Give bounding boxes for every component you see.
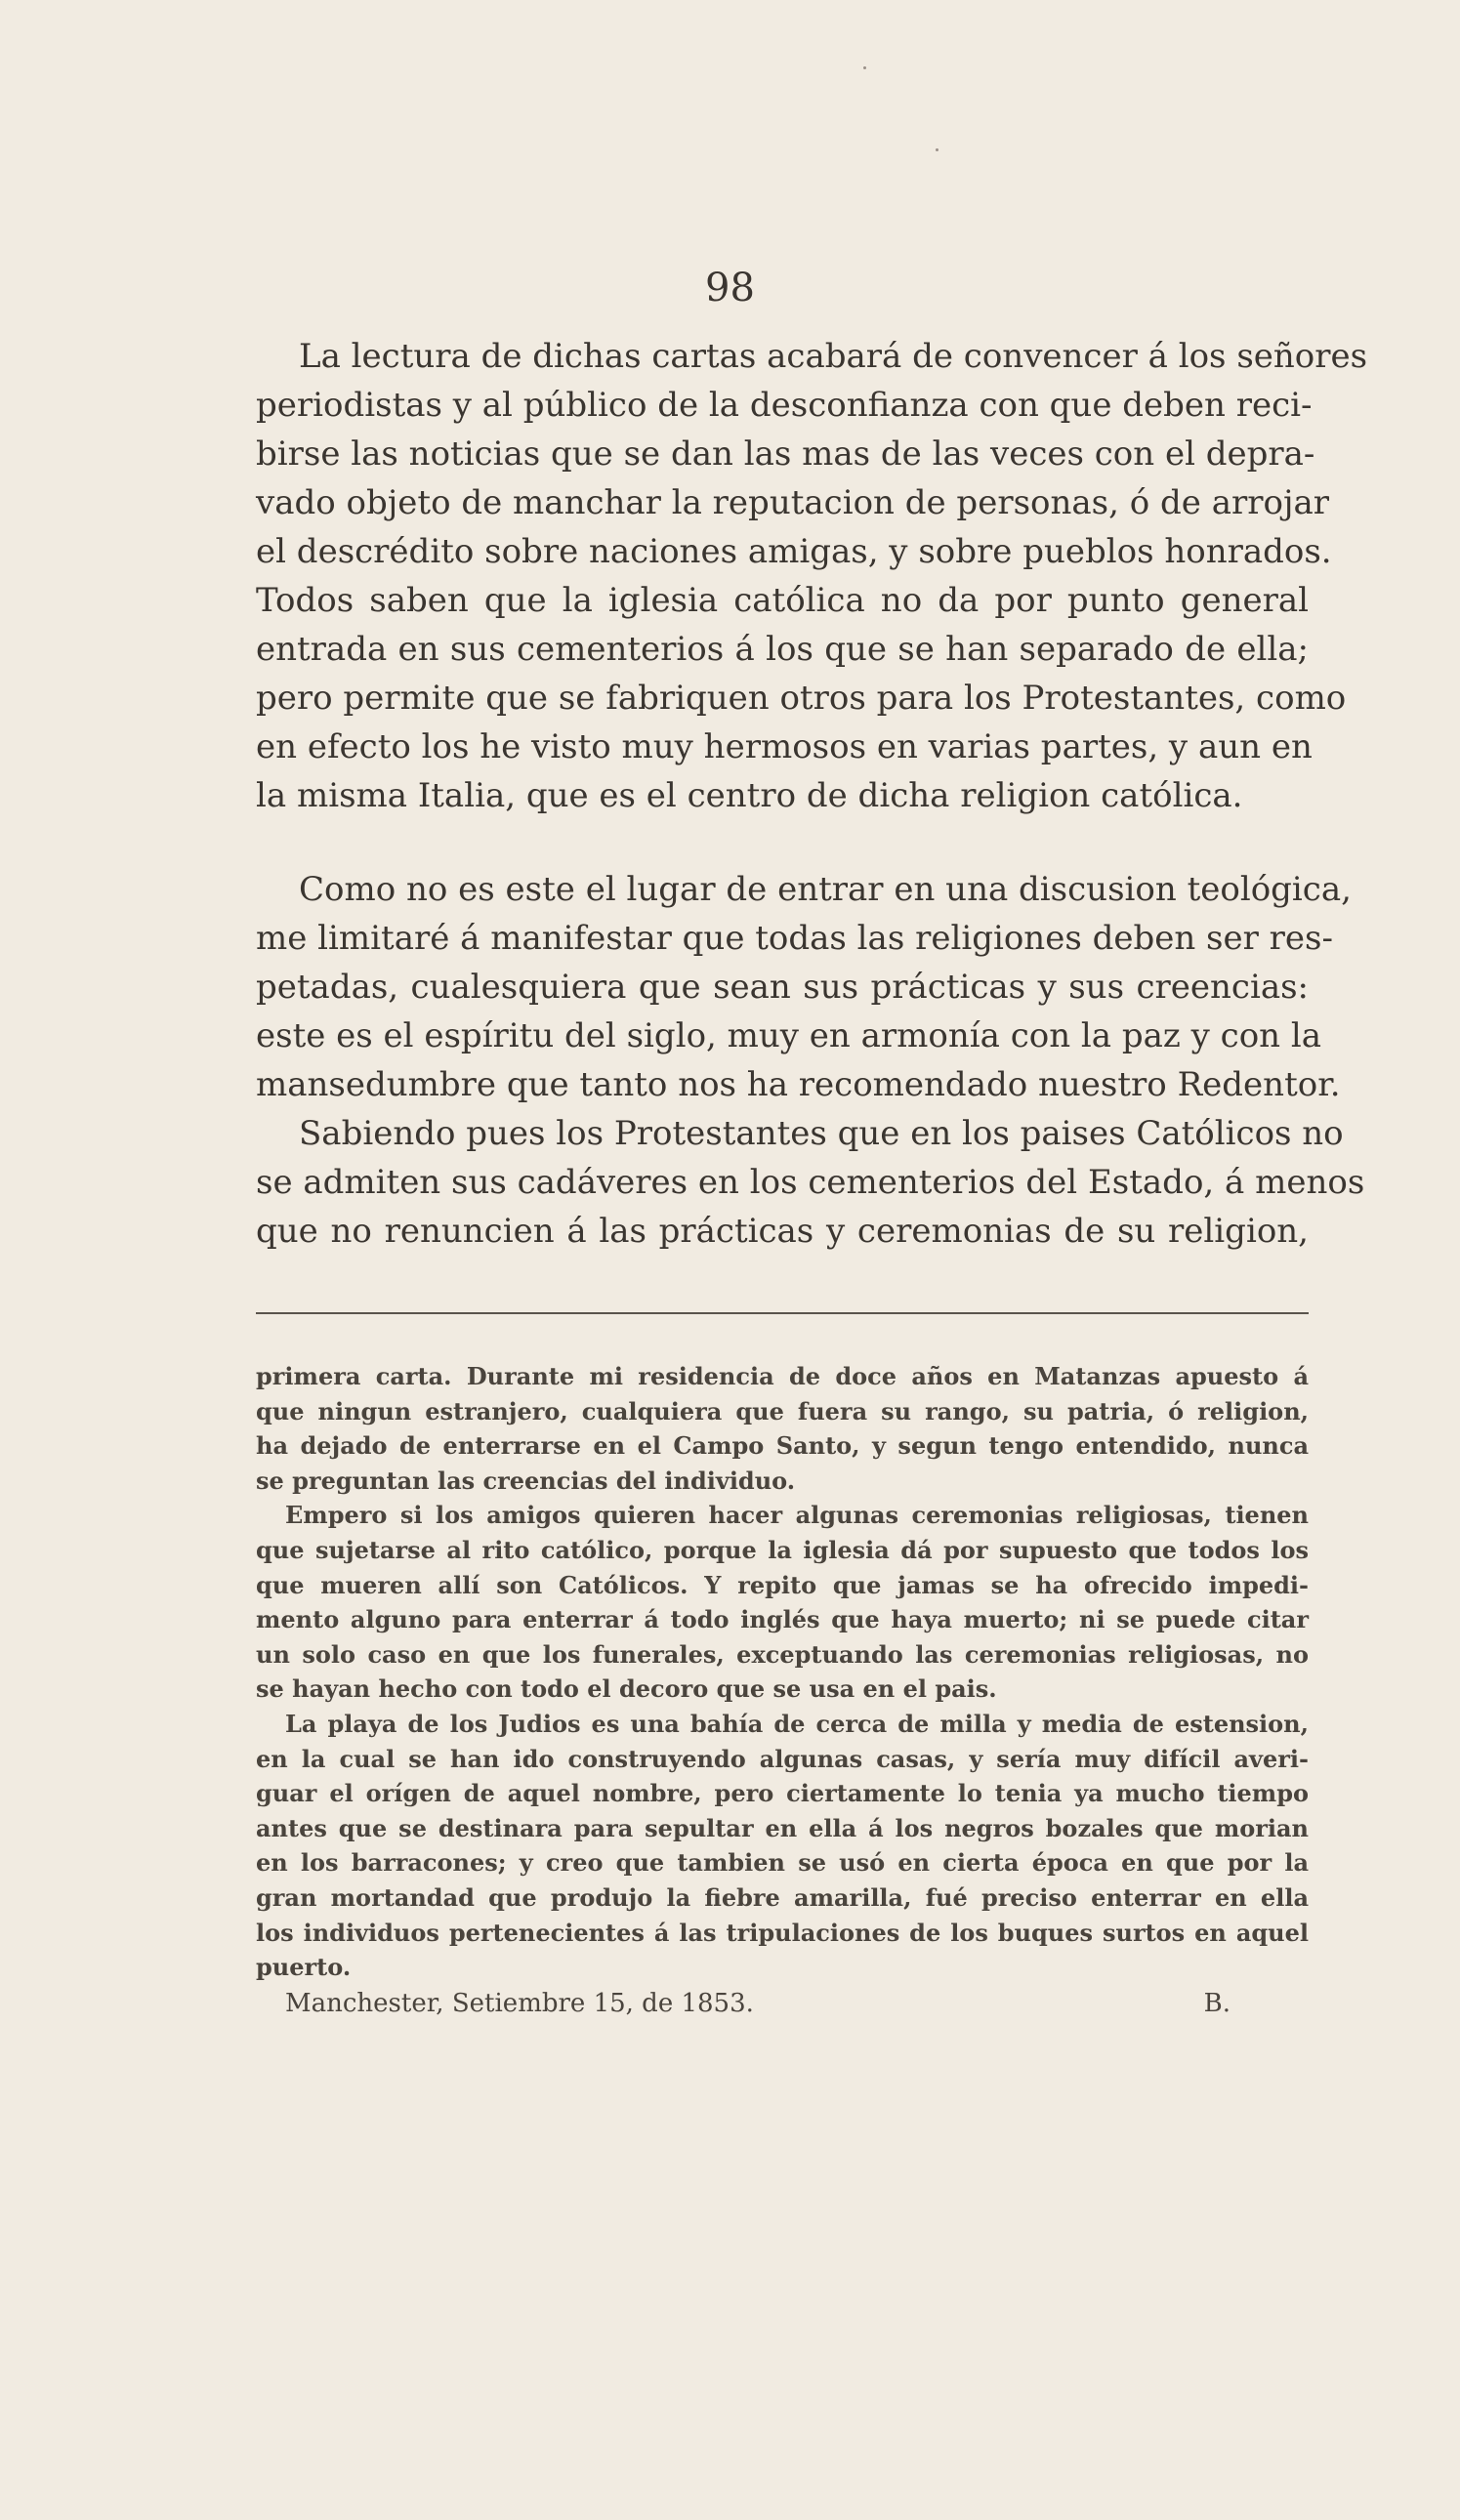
text-line: Sabiendo pues los Protestantes que en los paises Católicos no [299,1114,1344,1153]
text-line: se admiten sus cadáveres en los cementerios del Estado, á menos [256,1163,1365,1202]
footnote-line: antes que se destinara para sepultar en ella á los negros bozales que morian [256,1813,1309,1842]
ink-speck [863,66,866,69]
paragraph-3 [256,1109,1365,1256]
text-line: entrada en sus cementerios á los que se han separado de ella; [256,630,1309,669]
footnote-line: en los barracones; y creo que tambien se usó en cierta época en que por la [256,1848,1309,1878]
text-line: La lectura de dichas cartas acabará de convencer á los señores [299,337,1368,376]
footnote-line: los individuos pertenecientes á las tripulaciones de los buques surtos en aquel [256,1918,1309,1947]
signature-place-date: Manchester, Setiembre 15, de 1853. [285,1988,754,2018]
footnote-line: primera carta. Durante mi residencia de doce años en Matanzas apuesto á [256,1362,1309,1390]
footnote-line: Empero si los amigos quieren hacer algunas ceremonias religiosas, tienen [285,1501,1309,1530]
text-line: este es el espíritu del siglo, muy en armonía con la paz y con la [256,1016,1322,1055]
footnote-divider [256,1312,1309,1314]
text-line: pero permite que se fabriquen otros para los Protestantes, como [256,679,1347,718]
footnote-line: que sujetarse al rito católico, porque la iglesia dá por supuesto que todos los [256,1535,1309,1564]
footnotes [256,1359,1309,2022]
text-line: me limitaré á manifestar que todas las religiones deben ser res- [256,919,1333,958]
text-line: Como no es este el lugar de entrar en una discusion teológica, [299,870,1352,909]
text-line: que no renuncien á las prácticas y ceremonias de su religion, [256,1212,1309,1251]
text-line: birse las noticias que se dan las mas de las veces con el depra- [256,434,1315,474]
page-number: 98 [705,266,755,310]
footnote-line: en la cual se han ido construyendo algunas casas, y sería muy difícil averi- [256,1744,1309,1773]
text-line: mansedumbre que tanto nos ha recomendado nuestro Redentor. [256,1065,1341,1104]
paragraph-1 [256,332,1368,820]
signature-line [256,1985,1309,2022]
footnote-line: ha dejado de enterrarse en el Campo Santo, y segun tengo entendido, nunca [256,1431,1309,1461]
footnote-2 [256,1498,1309,1707]
paragraph-gap [256,820,1309,865]
text-line: el descrédito sobre naciones amigas, y sobre pueblos honrados. [256,532,1332,571]
footnote-line: que mueren allí son Católicos. Y repito que jamas se ha ofrecido impedi- [256,1570,1309,1599]
footnote-line: La playa de los Judios es una bahía de cerca de milla y media de estension, [285,1709,1309,1738]
text-line: Todos saben que la iglesia católica no da por punto general [256,581,1309,620]
footnote-line: se preguntan las creencias del individuo. [256,1466,796,1495]
footnote-line: puerto. [256,1953,352,1982]
footnote-line: que ningun estranjero, cualquiera que fuera su rango, su patria, ó religion, [256,1396,1309,1425]
footnote-3 [256,1707,1309,1985]
text-line: en efecto los he visto muy hermosos en varias partes, y aun en [256,727,1313,766]
signature-initial: B. [1203,1988,1231,2018]
paragraph-2 [256,865,1352,1109]
footnote-line: un solo caso en que los funerales, exceptuando las ceremonias religiosas, no [256,1639,1309,1669]
footnote-line: mento alguno para enterrar á todo inglés que haya muerto; ni se puede citar [256,1605,1309,1634]
text-line: la misma Italia, que es el centro de dicha religion católica. [256,776,1243,815]
footnote-line: gran mortandad que produjo la fiebre amarilla, fué preciso enterrar en ella [256,1882,1309,1912]
footnote-line: se hayan hecho con todo el decoro que se usa en el pais. [256,1674,997,1704]
footnote-line: guar el orígen de aquel nombre, pero ciertamente lo tenia ya mucho tiempo [256,1779,1309,1808]
text-line: petadas, cualesquiera que sean sus prácticas y sus creencias: [256,968,1309,1007]
ink-speck [936,148,939,151]
footnote-1 [256,1359,1309,1498]
text-line: periodistas y al público de la desconfianza con que deben reci- [256,386,1313,425]
main-text [256,332,1368,1256]
text-line: vado objeto de manchar la reputacion de personas, ó de arrojar [256,483,1330,522]
